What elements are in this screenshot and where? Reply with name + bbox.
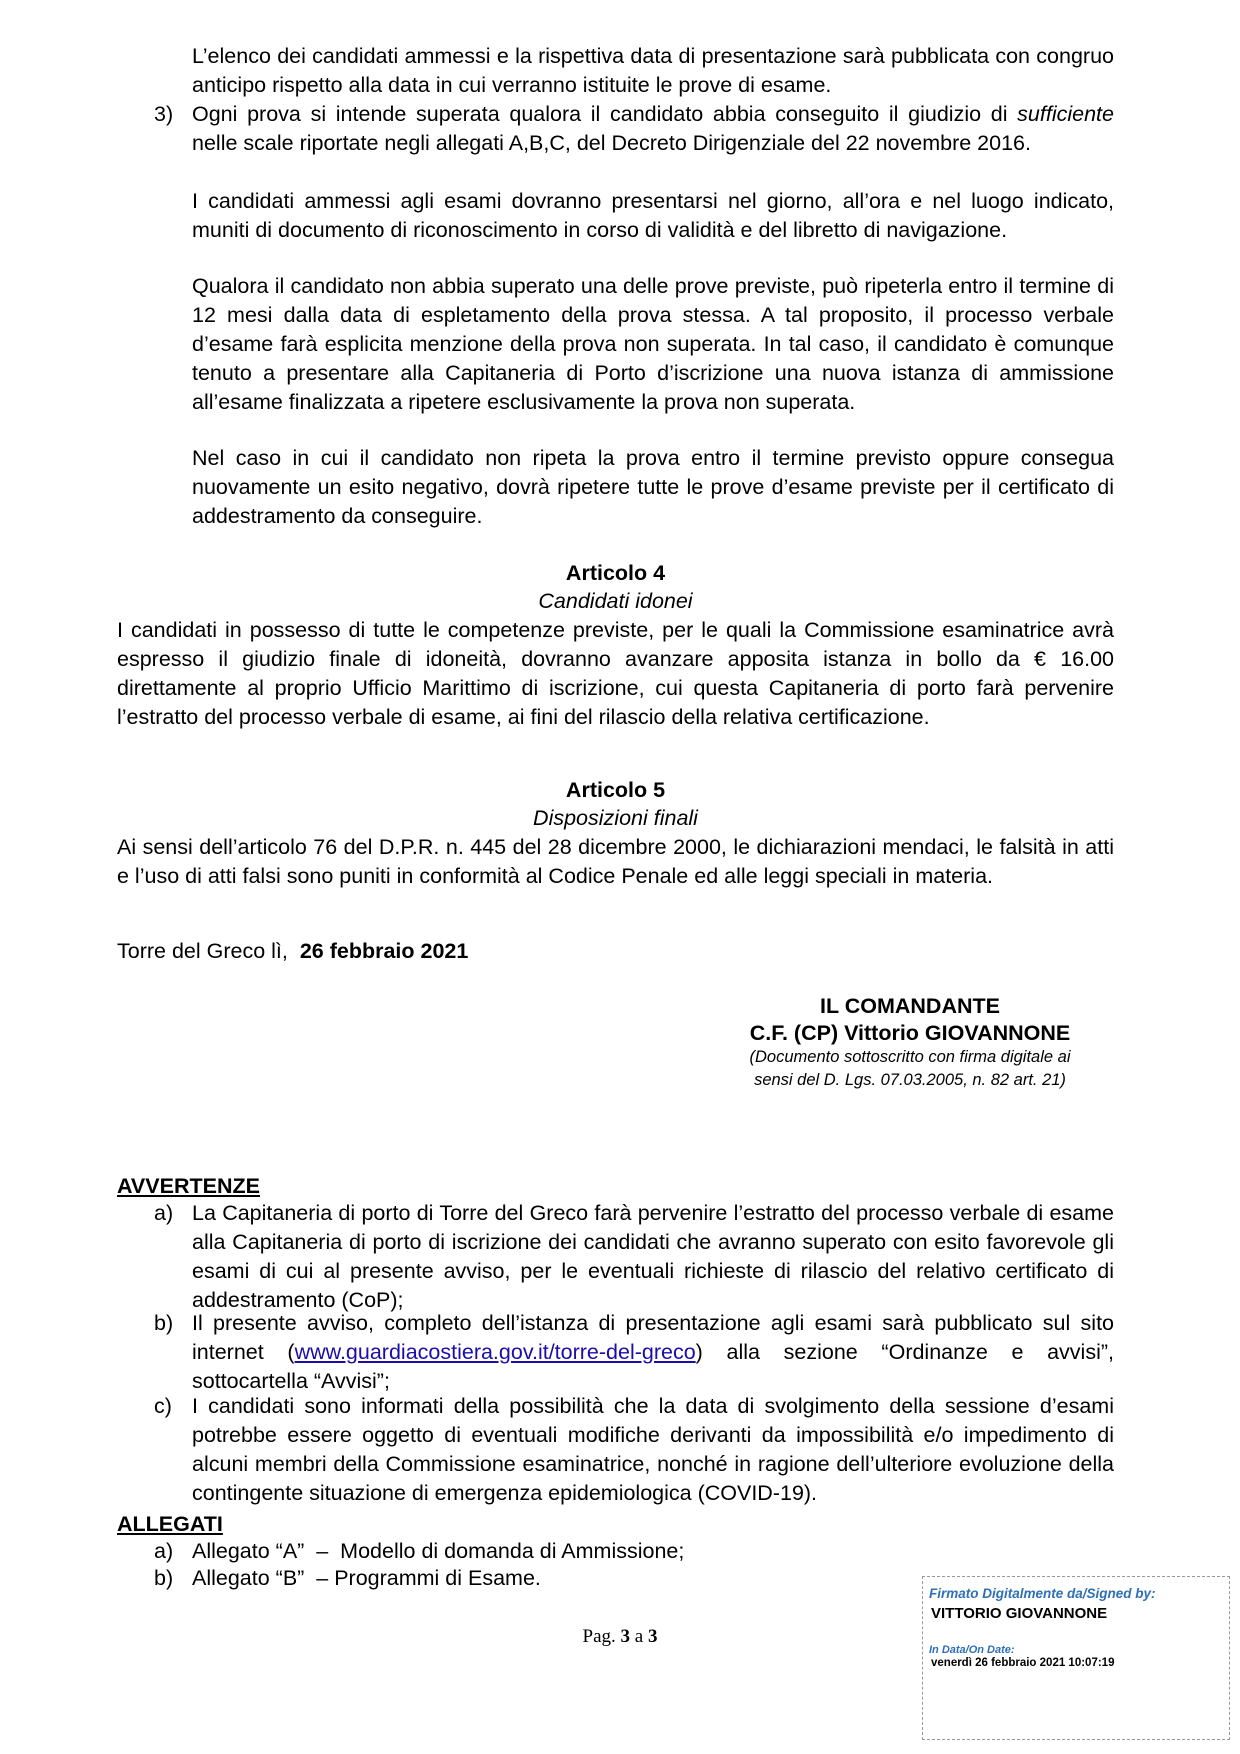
- article3-item3-paragraph: [192, 100, 1114, 158]
- article5-subtitle: Disposizioni finali: [533, 806, 698, 830]
- signature-note-line1: (Documento sottoscritto con firma digitale ai: [749, 1048, 1071, 1066]
- place: Torre del Greco lì,: [117, 939, 288, 963]
- item-b-text-pre: Il presente avviso, completo dell’istanza di presentazione agli esami sarà pubblicato sul sito internet (: [192, 1311, 1114, 1364]
- item3-text-italic: sufficiente: [1017, 102, 1114, 126]
- page-total: 3: [647, 1626, 658, 1647]
- stamp-signed-by-label: Firmato Digitalmente da/Signed by:: [929, 1586, 1156, 1601]
- article4-title: Articolo 4: [565, 561, 666, 585]
- page-prefix: Pag.: [582, 1626, 616, 1647]
- allegati-heading: ALLEGATI: [117, 1512, 223, 1536]
- article3-intro-paragraph: L’elenco dei candidati ammessi e la rispettiva data di presentazione sarà pubblicata con congruo anticipo rispetto alla data in cui verranno istituite le prove di esame.: [192, 44, 1114, 97]
- allegati-item-b-label: b): [154, 1566, 174, 1590]
- item-b-text-post: ) alla sezione “Ordinanze e avvisi”, sottocartella “Avvisi”;: [192, 1340, 1114, 1393]
- article4-body: I candidati in possesso di tutte le competenze previste, per le quali la Commissione esaminatrice avrà espresso il giudizio finale di idoneità, dovranno avanzare apposita istanza in bollo da € 16.00 direttamente al proprio Ufficio Marittimo di iscrizione, cui questa Capitaneria di porto farà pervenire l’estratto del processo verbale di esame, ai fini del rilascio della relativa certificazione.: [117, 618, 1114, 729]
- page-current: 3: [620, 1626, 631, 1647]
- article3-paragraph-2: I candidati ammessi agli esami dovranno presentarsi nel giorno, all’ora e nel luogo indicato, muniti di documento di riconoscimento in corso di validità e del libretto di navigazione.: [192, 189, 1114, 242]
- article4-subtitle: Candidati idonei: [538, 589, 693, 613]
- signature-note-line2: sensi del D. Lgs. 07.03.2005, n. 82 art. 21): [754, 1071, 1066, 1089]
- article5-title: Articolo 5: [565, 778, 666, 802]
- avvertenze-item-a-text: La Capitaneria di porto di Torre del Greco farà pervenire l’estratto del processo verbale di esame alla Capitaneria di porto di iscrizione dei candidati che avranno superato con esito favorevole gli esami di cui al presente avviso, per le eventuali richieste di rilascio del relativo certificato di addestramento (CoP);: [192, 1201, 1114, 1312]
- place-date: [117, 937, 1114, 966]
- stamp-date-value: venerdì 26 febbraio 2021 10:07:19: [931, 1657, 1115, 1669]
- item3-text-a: Ogni prova si intende superata qualora il candidato abbia conseguito il giudizio di: [192, 102, 1008, 126]
- guardiacostiera-link[interactable]: www.guardiacostiera.gov.it/torre-del-greco: [294, 1340, 696, 1364]
- item3-text-c: nelle scale riportate negli allegati A,B,C, del Decreto Dirigenziale del 22 novembre 2016.: [192, 131, 1031, 155]
- avvertenze-item-b-label: b): [154, 1311, 174, 1335]
- allegati-item-a-label: a): [154, 1539, 174, 1563]
- stamp-date-label: In Data/On Date:: [929, 1644, 1015, 1656]
- avvertenze-item-c-label: c): [154, 1394, 172, 1418]
- allegati-item-a-text: Allegato “A” – Modello di domanda di Ammissione;: [192, 1539, 685, 1563]
- article3-paragraph-4: Nel caso in cui il candidato non ripeta la prova entro il termine previsto oppure consegua nuovamente un esito negativo, dovrà ripetere tutte le prove d’esame previste per il certificato di addestramento da conseguire.: [192, 446, 1114, 528]
- date: 26 febbraio 2021: [299, 939, 469, 963]
- signature-name: C.F. (CP) Vittorio GIOVANNONE: [749, 1021, 1071, 1045]
- avvertenze-item-b-text: [192, 1309, 1114, 1396]
- page-of: a: [634, 1626, 644, 1647]
- allegati-item-b-text: Allegato “B” – Programmi di Esame.: [192, 1566, 541, 1590]
- digital-signature-stamp: [922, 1576, 1230, 1740]
- avvertenze-heading: AVVERTENZE: [117, 1174, 260, 1198]
- signature-role: IL COMANDANTE: [820, 994, 1000, 1018]
- item-number: 3): [154, 102, 174, 126]
- avvertenze-item-a-label: a): [154, 1201, 174, 1225]
- article3-paragraph-3: Qualora il candidato non abbia superato una delle prove previste, può ripeterla entro il termine di 12 mesi dalla data di espletamento della prova stessa. A tal proposito, il processo verbale d’esame farà esplicita menzione della prova non superata. In tal caso, il candidato è comunque tenuto a presentare alla Capitaneria di Porto d’iscrizione una nuova istanza di ammissione all’esame finalizzata a ripetere esclusivamente la prova non superata.: [192, 274, 1114, 414]
- stamp-signer: VITTORIO GIOVANNONE: [931, 1605, 1108, 1622]
- avvertenze-item-c-text: I candidati sono informati della possibilità che la data di svolgimento della sessione d’esami potrebbe essere oggetto di eventuali modifiche derivanti da impossibilità e/o impedimento di alcuni membri della Commissione esaminatrice, nonché in ragione dell’ulteriore evoluzione della contingente situazione di emergenza epidemiologica (COVID-19).: [192, 1394, 1114, 1505]
- article5-body: Ai sensi dell’articolo 76 del D.P.R. n. 445 del 28 dicembre 2000, le dichiarazioni mendaci, le falsità in atti e l’uso di atti falsi sono puniti in conformità al Codice Penale ed alle leggi speciali in materia.: [117, 835, 1114, 888]
